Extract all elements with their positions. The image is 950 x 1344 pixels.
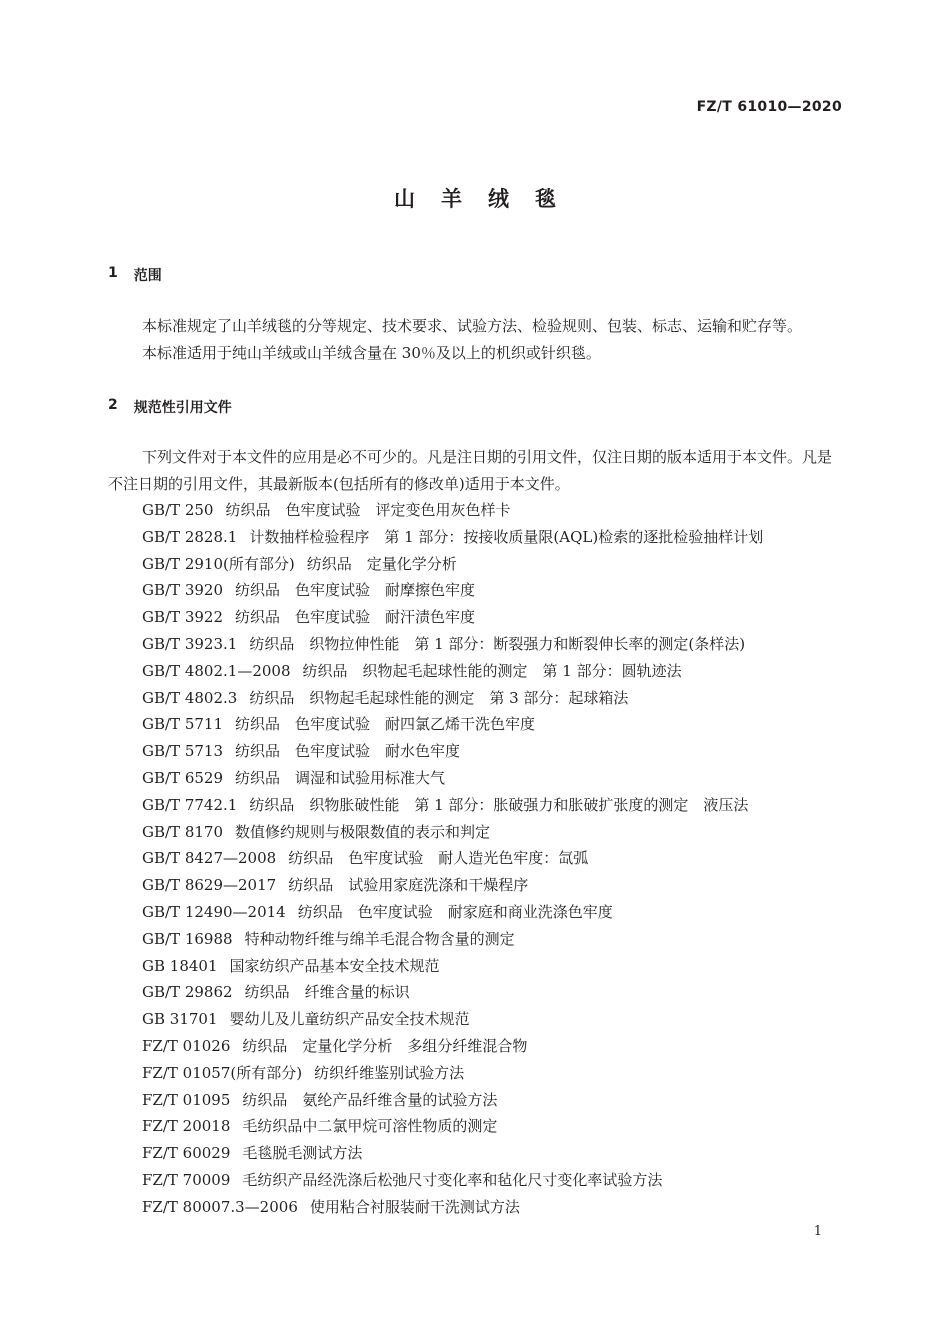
reference-item	[142, 577, 763, 604]
section-2-heading	[108, 397, 232, 417]
reference-item	[142, 658, 763, 685]
reference-item	[142, 631, 763, 658]
reference-item	[142, 1167, 763, 1194]
reference-code: GB/T 8170	[142, 822, 224, 841]
reference-code: GB/T 8427—2008	[142, 849, 277, 868]
reference-title: 纺织品 色牢度试验 评定变色用灰色样卡	[225, 501, 511, 519]
reference-code: GB/T 29862	[142, 983, 233, 1002]
reference-title: 纺织品 色牢度试验 耐四氯乙烯干洗色牢度	[235, 715, 536, 734]
reference-code: GB 31701	[142, 1010, 218, 1029]
section-title: 规范性引用文件	[133, 400, 232, 416]
reference-item	[142, 711, 763, 738]
references-intro-paragraph	[108, 444, 844, 498]
paragraph-text: 本标准规定了山羊绒毯的分等规定、技术要求、试验方法、检验规则、包装、标志、运输和贮存等。	[142, 317, 803, 335]
scope-paragraph-1	[108, 313, 844, 340]
reference-code: GB/T 3922	[142, 608, 224, 627]
reference-title: 使用粘合衬服装耐干洗测试方法	[309, 1197, 520, 1216]
reference-code: GB/T 2910(所有部分)	[142, 554, 295, 573]
reference-item	[142, 926, 763, 953]
reference-item	[142, 604, 763, 631]
reference-item	[142, 1087, 763, 1114]
reference-code: GB/T 12490—2014	[142, 902, 286, 921]
reference-code: FZ/T 80007.3—2006	[142, 1197, 298, 1216]
reference-title: 纺织品 定量化学分析 多组分纤维混合物	[242, 1036, 528, 1055]
reference-title: 纺织品 纤维含量的标识	[244, 983, 410, 1002]
reference-title: 纺织品 定量化学分析	[306, 554, 457, 573]
reference-code: GB/T 6529	[142, 768, 224, 787]
reference-title: 数值修约规则与极限数值的表示和判定	[235, 822, 491, 841]
reference-item	[142, 953, 763, 980]
reference-code: GB/T 2828.1	[142, 527, 238, 546]
reference-title: 纺织品 调湿和试验用标准大气	[235, 768, 446, 787]
reference-item	[142, 872, 763, 899]
normative-reference-list	[142, 497, 763, 1221]
reference-item	[142, 845, 763, 872]
reference-code: FZ/T 60029	[142, 1144, 231, 1163]
reference-code: GB/T 16988	[142, 929, 233, 948]
reference-title: 纺织品 色牢度试验 耐水色牢度	[235, 742, 461, 761]
reference-item	[142, 1113, 763, 1140]
reference-item	[142, 738, 763, 765]
page-number: 1	[813, 1224, 822, 1239]
reference-title: 毛纺织产品经洗涤后松弛尺寸变化率和毡化尺寸变化率试验方法	[242, 1170, 663, 1189]
reference-title: 纺织品 织物拉伸性能 第 1 部分：断裂强力和断裂伸长率的测定(条样法)	[249, 634, 746, 653]
reference-title: 纺织品 织物胀破性能 第 1 部分：胀破强力和胀破扩张度的测定 液压法	[249, 795, 749, 814]
scope-paragraph-2	[108, 340, 844, 367]
reference-code: GB/T 4802.3	[142, 688, 238, 707]
reference-item	[142, 899, 763, 926]
reference-code: FZ/T 70009	[142, 1170, 231, 1189]
reference-title: 毛纺织品中二氯甲烷可溶性物质的测定	[242, 1117, 498, 1136]
reference-item	[142, 551, 763, 578]
reference-code: FZ/T 01095	[142, 1090, 231, 1109]
reference-code: GB/T 7742.1	[142, 795, 238, 814]
reference-item	[142, 819, 763, 846]
section-title: 范围	[133, 268, 162, 284]
reference-item	[142, 1006, 763, 1033]
section-1-heading	[108, 265, 162, 285]
reference-code: FZ/T 20018	[142, 1117, 231, 1136]
reference-item	[142, 1060, 763, 1087]
reference-code: GB/T 250	[142, 501, 214, 519]
reference-title: 国家纺织产品基本安全技术规范	[229, 956, 440, 975]
reference-code: GB/T 5711	[142, 715, 224, 734]
reference-title: 特种动物纤维与绵羊毛混合物含量的测定	[244, 929, 515, 948]
reference-item	[142, 497, 763, 524]
paragraph-text: 下列文件对于本文件的应用是必不可少的。凡是注日期的引用文件，仅注日期的版本适用于本文件。凡是不注日期的引用文件，其最新版本(包括所有的修改单)适用于本文件。	[108, 448, 833, 493]
reference-item	[142, 1033, 763, 1060]
section-number: 2	[108, 397, 118, 413]
reference-title: 纺织品 色牢度试验 耐家庭和商业洗涤色牢度	[297, 902, 613, 921]
section-number: 1	[108, 265, 118, 281]
reference-item	[142, 979, 763, 1006]
reference-code: GB/T 3923.1	[142, 634, 238, 653]
reference-code: GB 18401	[142, 956, 218, 975]
reference-title: 纺织纤维鉴别试验方法	[314, 1063, 465, 1082]
reference-title: 纺织品 试验用家庭洗涤和干燥程序	[288, 876, 529, 895]
document-code: FZ/T 61010—2020	[696, 99, 842, 115]
reference-item	[142, 524, 763, 551]
reference-title: 纺织品 色牢度试验 耐汗渍色牢度	[235, 608, 476, 627]
reference-title: 婴幼儿及儿童纺织产品安全技术规范	[229, 1010, 470, 1029]
reference-code: GB/T 3920	[142, 581, 224, 600]
reference-title: 纺织品 色牢度试验 耐摩擦色牢度	[235, 581, 476, 600]
reference-code: FZ/T 01057(所有部分)	[142, 1063, 303, 1082]
reference-code: FZ/T 01026	[142, 1036, 231, 1055]
reference-item	[142, 685, 763, 712]
reference-title: 纺织品 色牢度试验 耐人造光色牢度：氙弧	[288, 849, 589, 868]
reference-code: GB/T 8629—2017	[142, 876, 277, 895]
reference-item	[142, 765, 763, 792]
reference-title: 纺织品 氨纶产品纤维含量的试验方法	[242, 1090, 498, 1109]
reference-code: GB/T 5713	[142, 742, 224, 761]
reference-item	[142, 792, 763, 819]
reference-title: 毛毯脱毛测试方法	[242, 1144, 363, 1163]
reference-code: GB/T 4802.1—2008	[142, 661, 291, 680]
reference-title: 纺织品 织物起毛起球性能的测定 第 1 部分：圆轨迹法	[302, 661, 682, 680]
reference-title: 纺织品 织物起毛起球性能的测定 第 3 部分：起球箱法	[249, 688, 629, 707]
document-title: 山羊绒毯	[394, 187, 582, 211]
reference-item	[142, 1194, 763, 1221]
paragraph-text: 本标准适用于纯山羊绒或山羊绒含量在 30％及以上的机织或针织毯。	[142, 344, 601, 362]
reference-title: 计数抽样检验程序 第 1 部分：按接收质量限(AQL)检索的逐批检验抽样计划	[249, 527, 764, 546]
reference-item	[142, 1140, 763, 1167]
